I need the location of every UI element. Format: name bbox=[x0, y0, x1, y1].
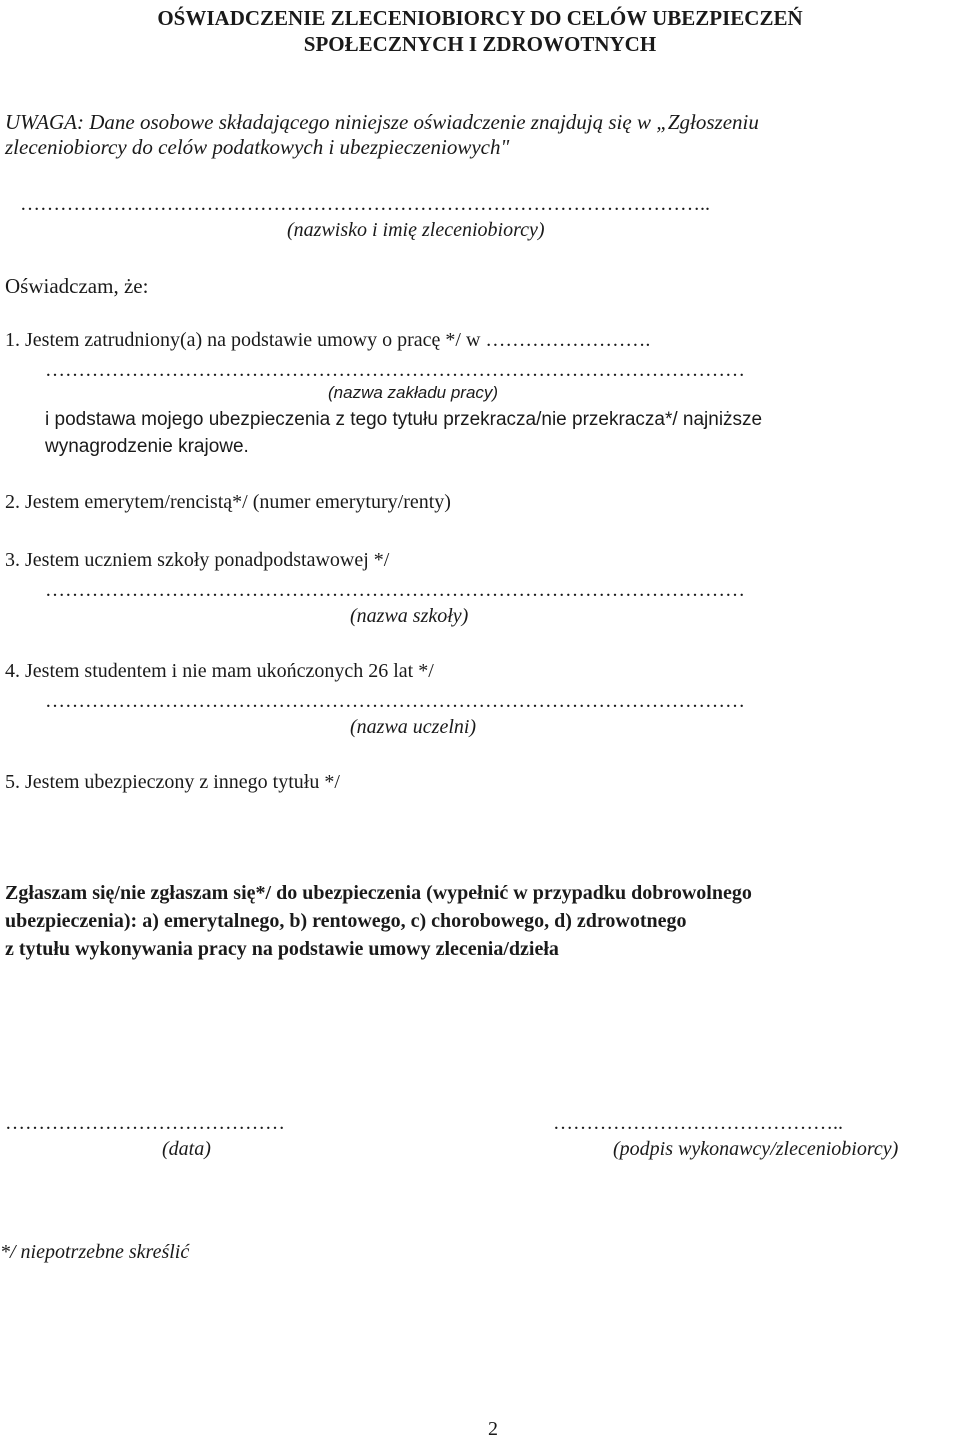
date-dotted-line: …………………………………… bbox=[5, 1112, 285, 1134]
report-line3: z tytułu wykonywania pracy na podstawie umowy zlecenia/dzieła bbox=[5, 938, 559, 960]
item4: 4. Jestem studentem i nie mam ukończonych 26 lat */ bbox=[5, 660, 434, 682]
date-caption: (data) bbox=[162, 1138, 211, 1160]
signature-caption: (podpis wykonawcy/zleceniobiorcy) bbox=[613, 1138, 899, 1160]
item1-text-line2: wynagrodzenie krajowe. bbox=[45, 436, 249, 457]
item2: 2. Jestem emerytem/rencistą*/ (numer emerytury/renty) bbox=[5, 491, 451, 513]
name-caption: (nazwisko i imię zleceniobiorcy) bbox=[287, 219, 545, 241]
report-line2: ubezpieczenia): a) emerytalnego, b) rentowego, c) chorobowego, d) zdrowotnego bbox=[5, 910, 687, 932]
item5: 5. Jestem ubezpieczony z innego tytułu */ bbox=[5, 771, 340, 793]
item3-dotted-line: …………………………………………………………………………………………… bbox=[45, 579, 745, 601]
item3: 3. Jestem uczniem szkoły ponadpodstawowej */ bbox=[5, 549, 390, 571]
item4-dotted-line: …………………………………………………………………………………………… bbox=[45, 690, 745, 712]
report-line1: Zgłaszam się/nie zgłaszam się*/ do ubezpieczenia (wypełnić w przypadku dobrowolnego bbox=[5, 882, 752, 904]
item1-text-line1: i podstawa mojego ubezpieczenia z tego tytułu przekracza/nie przekracza*/ najniższe bbox=[45, 409, 763, 430]
footnote: */ niepotrzebne skreślić bbox=[0, 1241, 190, 1263]
note-line2: zleceniobiorcy do celów podatkowych i ubezpieczeniowych" bbox=[5, 135, 510, 159]
document-title-line2: SPOŁECZNYCH I ZDROWOTNYCH bbox=[303, 32, 657, 56]
item1-caption: (nazwa zakładu pracy) bbox=[328, 383, 499, 402]
signature-dotted-line: …………………………………….. bbox=[553, 1112, 843, 1134]
note-line1: UWAGA: Dane osobowe składającego niniejsze oświadczenie znajdują się w „Zgłoszeniu bbox=[5, 110, 759, 134]
declare-heading: Oświadczam, że: bbox=[5, 274, 149, 298]
document-title-line1: OŚWIADCZENIE ZLECENIOBIORCY DO CELÓW UBEZPIECZEŃ bbox=[157, 6, 803, 30]
page-number: 2 bbox=[488, 1418, 498, 1440]
item4-caption: (nazwa uczelni) bbox=[350, 716, 477, 738]
item1-line: 1. Jestem zatrudniony(a) na podstawie umowy o pracę */ w ……………………. bbox=[5, 329, 651, 351]
item1-dotted-line: …………………………………………………………………………………………… bbox=[45, 359, 745, 381]
item3-caption: (nazwa szkoły) bbox=[350, 605, 469, 627]
name-dotted-line: ………………………………………………………………………………………….. bbox=[20, 193, 710, 215]
